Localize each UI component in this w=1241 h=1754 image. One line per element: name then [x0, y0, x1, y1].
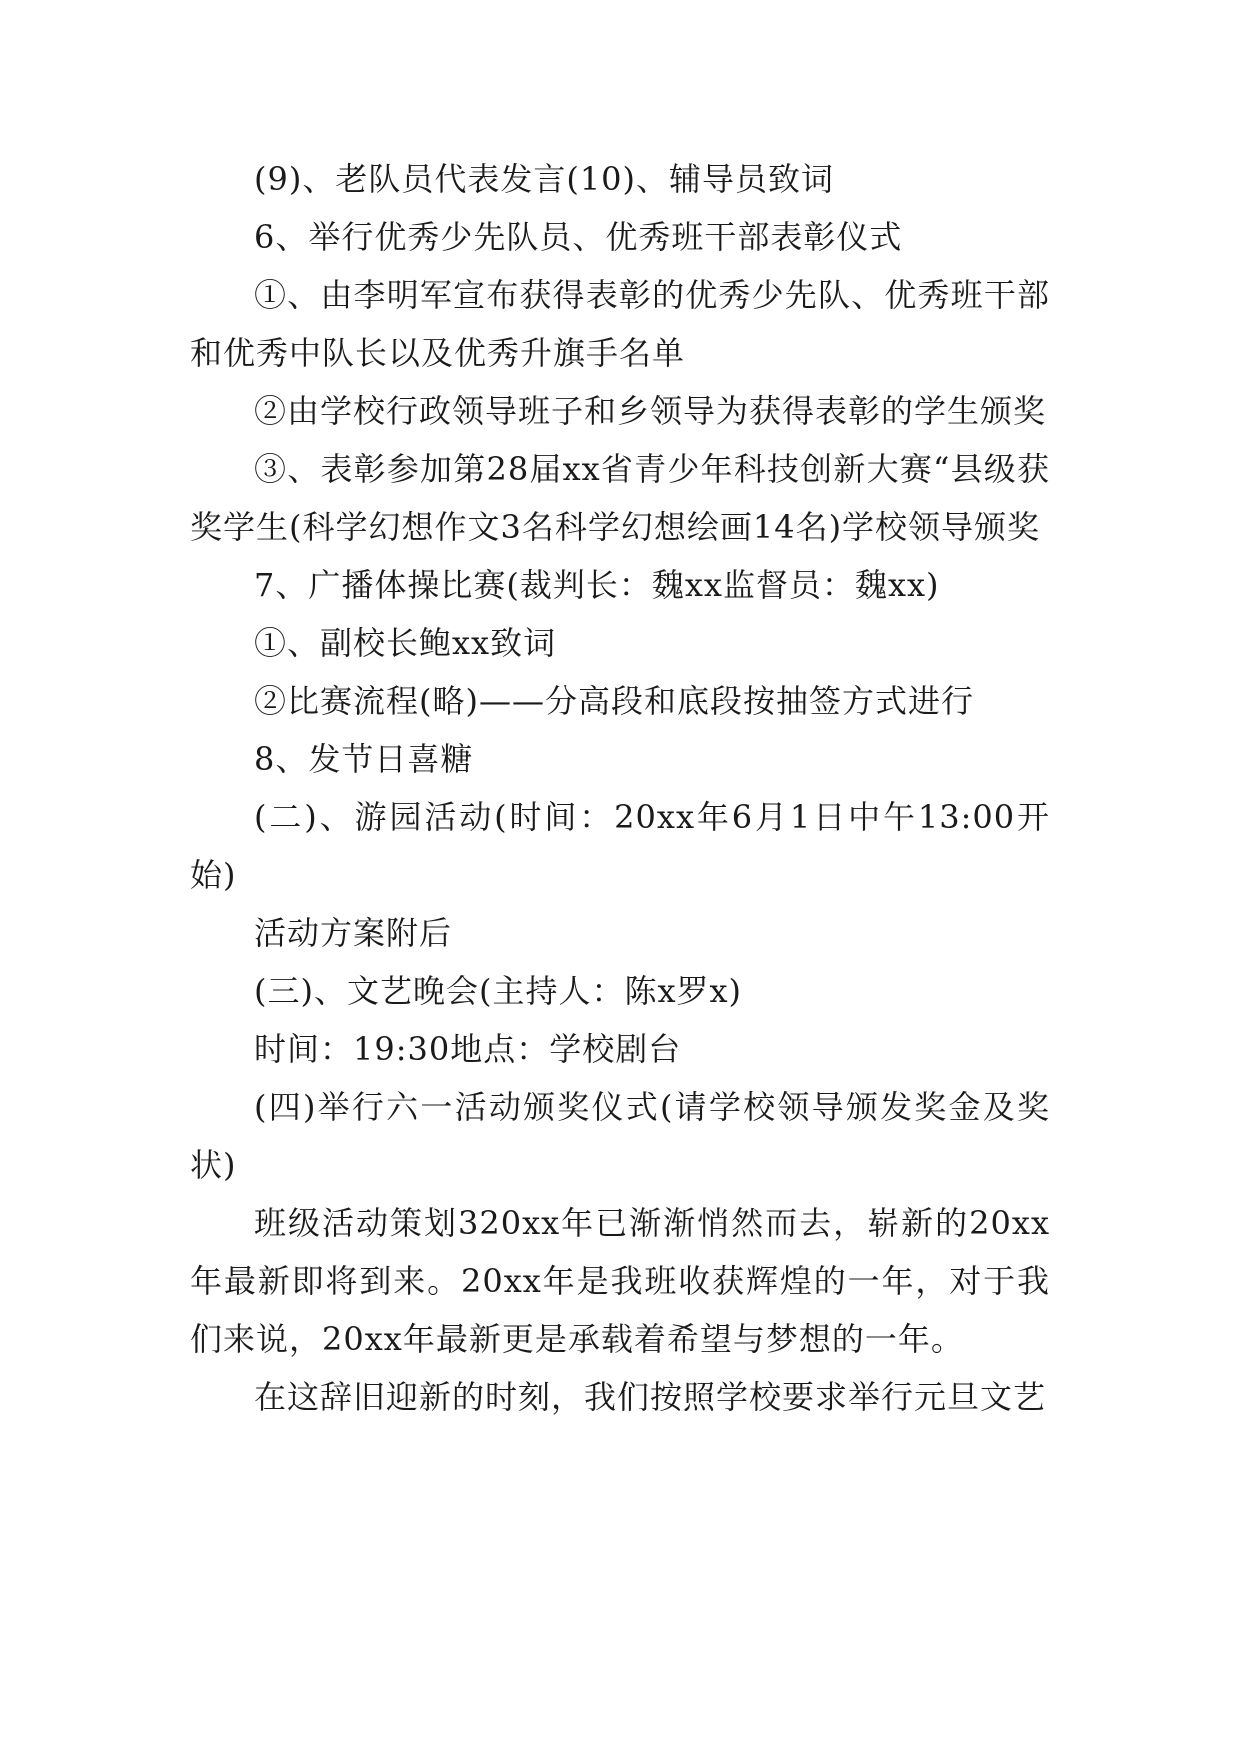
paragraph: 6、举行优秀少先队员、优秀班干部表彰仪式	[254, 218, 903, 256]
paragraph: ①、由李明军宣布获得表彰的优秀少先队、优秀班干部和优秀中队长以及优秀升旗手名单	[190, 276, 1050, 372]
paragraph: (三)、文艺晚会(主持人：陈x罗x)	[254, 972, 743, 1010]
paragraph: 班级活动策划320xx年已渐渐悄然而去，崭新的20xx年最新即将到来。20xx年是我班收获辉煌的一年，对于我们来说，20xx年最新更是承载着希望与梦想的一年。	[190, 1204, 1050, 1358]
paragraph: 活动方案附后	[254, 914, 453, 952]
document-body	[190, 150, 1050, 1426]
paragraph: ③、表彰参加第28届xx省青少年科技创新大赛“县级获奖学生(科学幻想作文3名科学幻想绘画14名)学校领导颁奖	[190, 450, 1050, 546]
paragraph: ①、副校长鲍xx致词	[254, 624, 557, 662]
paragraph: (二)、游园活动(时间：20xx年6月1日中午13:00开始)	[190, 798, 1050, 894]
paragraph: 在这辞旧迎新的时刻，我们按照学校要求举行元旦文艺	[254, 1378, 1047, 1416]
paragraph: 8、发节日喜糖	[254, 740, 474, 778]
paragraph: ②由学校行政领导班子和乡领导为获得表彰的学生颁奖	[254, 392, 1047, 430]
paragraph: (9)、老队员代表发言(10)、辅导员致词	[254, 160, 835, 198]
paragraph: (四)举行六一活动颁奖仪式(请学校领导颁发奖金及奖状)	[190, 1088, 1050, 1184]
paragraph: ②比赛流程(略)——分高段和底段按抽签方式进行	[254, 682, 974, 720]
paragraph: 7、广播体操比赛(裁判长：魏xx监督员：魏xx)	[254, 566, 940, 604]
paragraph: 时间：19:30地点：学校剧台	[254, 1030, 682, 1068]
